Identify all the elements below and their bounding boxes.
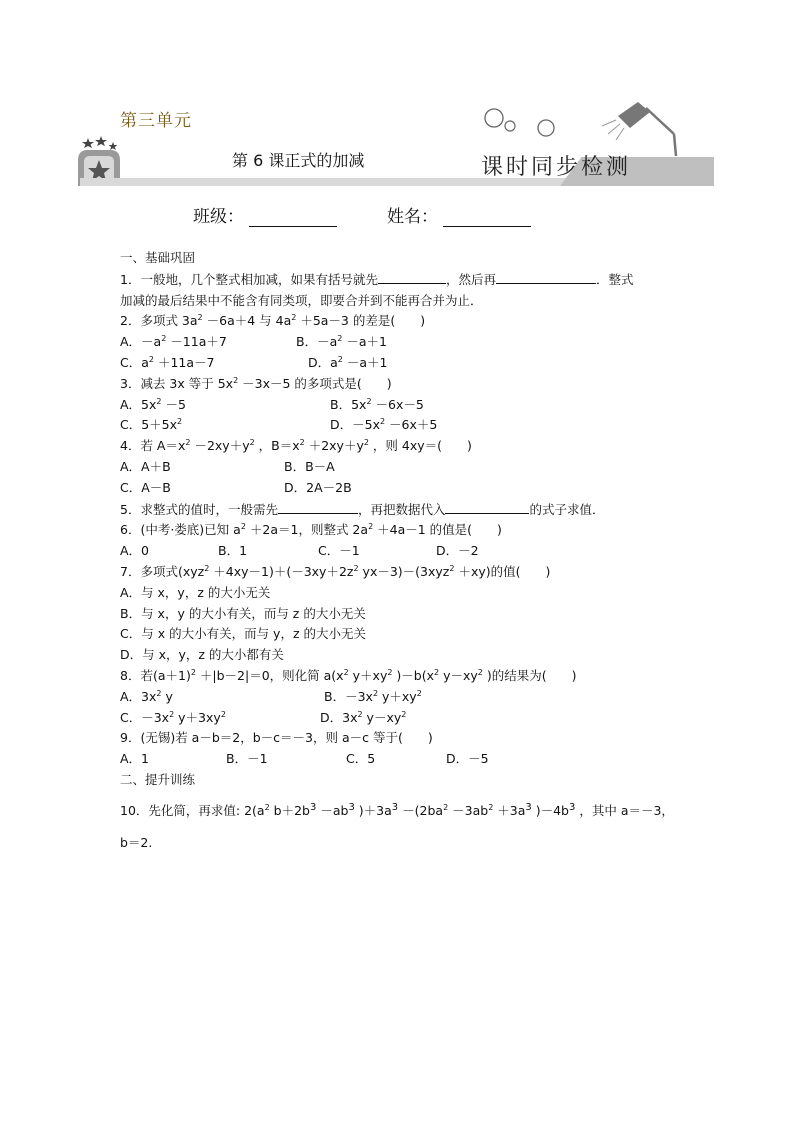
options: A．1 B．－1 C．5 D．－5 bbox=[120, 751, 489, 767]
question-list bbox=[120, 248, 680, 853]
options: A．$3x^2$ y B．$-3x^2$ $y+xy^2$ bbox=[120, 688, 422, 704]
banner-title: 课时同步检测 bbox=[481, 155, 632, 180]
name-label: 姓名： bbox=[387, 207, 438, 227]
question-7: 7．多项式$(xyz^2 +4xy-1)+(-3xy+2z^2$ yx－3)－(3xyz$^2$ ＋xy)的值( ) bbox=[120, 563, 551, 579]
option-a: A．与 x，y，z 的大小无关 bbox=[120, 584, 271, 600]
lesson-title: 第 6 课正式的加减 bbox=[232, 151, 365, 170]
options: C．A－B D．2A－2B bbox=[120, 479, 352, 495]
class-blank[interactable] bbox=[249, 208, 337, 227]
name-field bbox=[387, 202, 531, 227]
options: A．$-a^2 -11a+7$ B．$-a^2 -a+1$ bbox=[120, 334, 387, 350]
question-4: 4．若 $A=x^2 -2xy+y^2$ ，$B=x^2 +2xy+y^2$ ，则 4xy＝( ) bbox=[120, 438, 472, 454]
question-10: 10．先化简，再求值: $2(a^2$ $b+2b^3 -ab^3$ )$+3a^3 -(2ba^2 -3ab^2 +3a^3$ )$-4b^3$ ，其中 a＝－3， bbox=[120, 801, 674, 818]
section-heading: 一、基础巩固 bbox=[120, 250, 196, 265]
answer-blank[interactable] bbox=[445, 499, 529, 514]
question-10-cont: b＝2. bbox=[120, 834, 153, 850]
question-9: 9．(无锡)若 a－b＝2，b－c＝－3，则 a－c 等于( ) bbox=[120, 730, 433, 746]
options: A．0 B．1 C．－1 D．－2 bbox=[120, 543, 479, 559]
option-c: C．与 x 的大小有关，而与 y，z 的大小无关 bbox=[120, 626, 366, 642]
class-field bbox=[193, 202, 337, 227]
option-b: B．与 x，y 的大小有关，而与 z 的大小无关 bbox=[120, 605, 366, 621]
section-heading: 二、提升训练 bbox=[120, 771, 196, 787]
answer-blank[interactable] bbox=[496, 269, 596, 284]
question-1-cont: 加减的最后结果中不能含有同类项，即要合并到不能再合并为止． bbox=[120, 292, 483, 308]
options: A．A＋B B．B－A bbox=[120, 458, 335, 474]
question-6: 6．(中考·娄底)已知 $a^2 +2a=1$，则整式 $2a^2 +4a-1$ 的值是( ) bbox=[120, 522, 502, 538]
options: C．$-3x^2$ $y+3xy^2$ D．$3x^2$ $y-xy^2$ bbox=[120, 709, 407, 725]
option-d: D．与 x，y，z 的大小都有关 bbox=[120, 647, 284, 663]
question-3: 3．减去 3x 等于 $5x^2 -3x-5$ 的多项式是( ) bbox=[120, 375, 392, 391]
desk-lamp-icon bbox=[480, 98, 700, 158]
question-2: 2．多项式 $3a^2 -6a+4$ 与 $4a^2 +5a-3$ 的差是( ) bbox=[120, 313, 426, 329]
question-1: 1．一般地，几个整式相加减，如果有括号就先 ，然后再 ．整式 bbox=[120, 269, 680, 291]
question-5: 5．求整式的值时，一般需先 ，再把数据代入 的式子求值． bbox=[120, 499, 680, 521]
options: A．$5x^2 -5$ B．$5x^2 -6x-5$ bbox=[120, 396, 424, 412]
question-8: 8．若$(a+1)^2 +|b-2|=0$，则化简 $a(x^2$ $y+xy^2$ )$-b(x^2$ $y-xy^2$ )的结果为( ) bbox=[120, 667, 577, 683]
answer-blank[interactable] bbox=[378, 269, 446, 284]
answer-blank[interactable] bbox=[278, 499, 358, 514]
class-label: 班级： bbox=[193, 207, 244, 227]
options: C．$5+5x^2$ D．$-5x^2 -6x+5$ bbox=[120, 417, 438, 433]
name-blank[interactable] bbox=[443, 208, 531, 227]
unit-title: 第三单元 bbox=[120, 111, 192, 131]
options: C．$a^2 +11a-7$ D．$a^2 -a+1$ bbox=[120, 354, 388, 370]
